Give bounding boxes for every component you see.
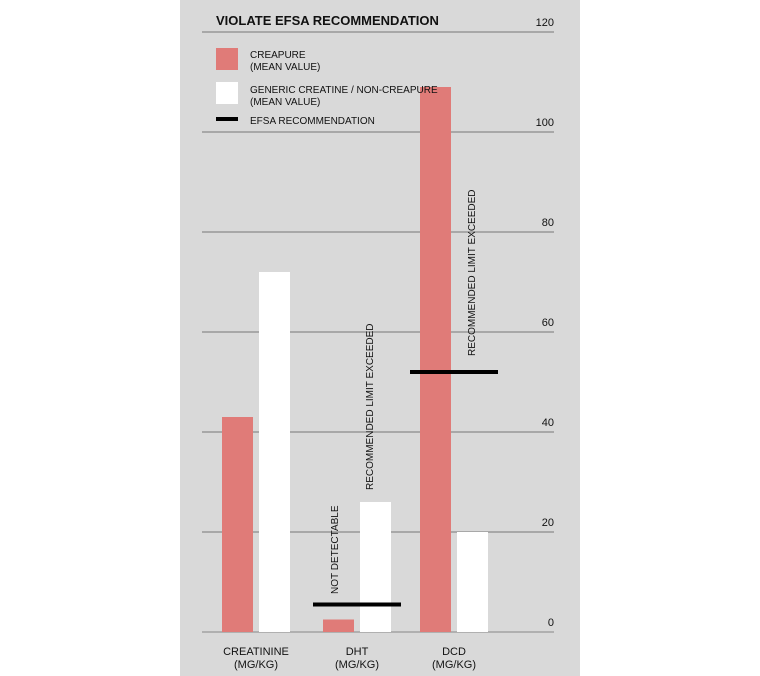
legend-swatch-generic [216, 82, 238, 104]
y-tick-label: 0 [547, 617, 554, 629]
annotation-label: RECOMMENDED LIMIT EXCEEDED [365, 323, 376, 490]
category-label: CREATININE (MG/KG) [223, 646, 289, 671]
y-tick-label: 120 [535, 17, 554, 29]
legend-label-creapure: CREAPURE (MEAN VALUE) [250, 50, 321, 73]
legend-label-efsa: EFSA RECOMMENDATION [250, 116, 375, 127]
y-tick-label: 80 [541, 217, 554, 229]
legend [216, 48, 438, 127]
legend-swatch-creapure [216, 48, 238, 70]
y-tick-label: 100 [535, 117, 554, 129]
annotation-label: RECOMMENDED LIMIT EXCEEDED [467, 189, 478, 356]
x-categories [223, 646, 476, 671]
bar-generic [360, 502, 391, 632]
annotations [330, 189, 478, 594]
legend-swatch-efsa [216, 117, 238, 121]
bar-creapure [420, 87, 451, 632]
category-label: DCD (MG/KG) [432, 646, 476, 671]
annotation-label: NOT DETECTABLE [330, 505, 341, 594]
bar-creapure [323, 620, 354, 633]
bar-creapure [222, 417, 253, 632]
category-label: DHT (MG/KG) [335, 646, 379, 671]
legend-label-generic: GENERIC CREATINE / NON-CREAPURE (MEAN VALUE) [250, 85, 438, 108]
y-tick-label: 40 [541, 417, 554, 429]
bar-generic [457, 532, 488, 632]
y-tick-label: 60 [541, 317, 554, 329]
bars [222, 87, 488, 632]
y-tick-label: 20 [541, 517, 554, 529]
bar-generic [259, 272, 290, 632]
chart-title: VIOLATE EFSA RECOMMENDATION [216, 13, 439, 28]
y-ticks [536, 17, 554, 629]
